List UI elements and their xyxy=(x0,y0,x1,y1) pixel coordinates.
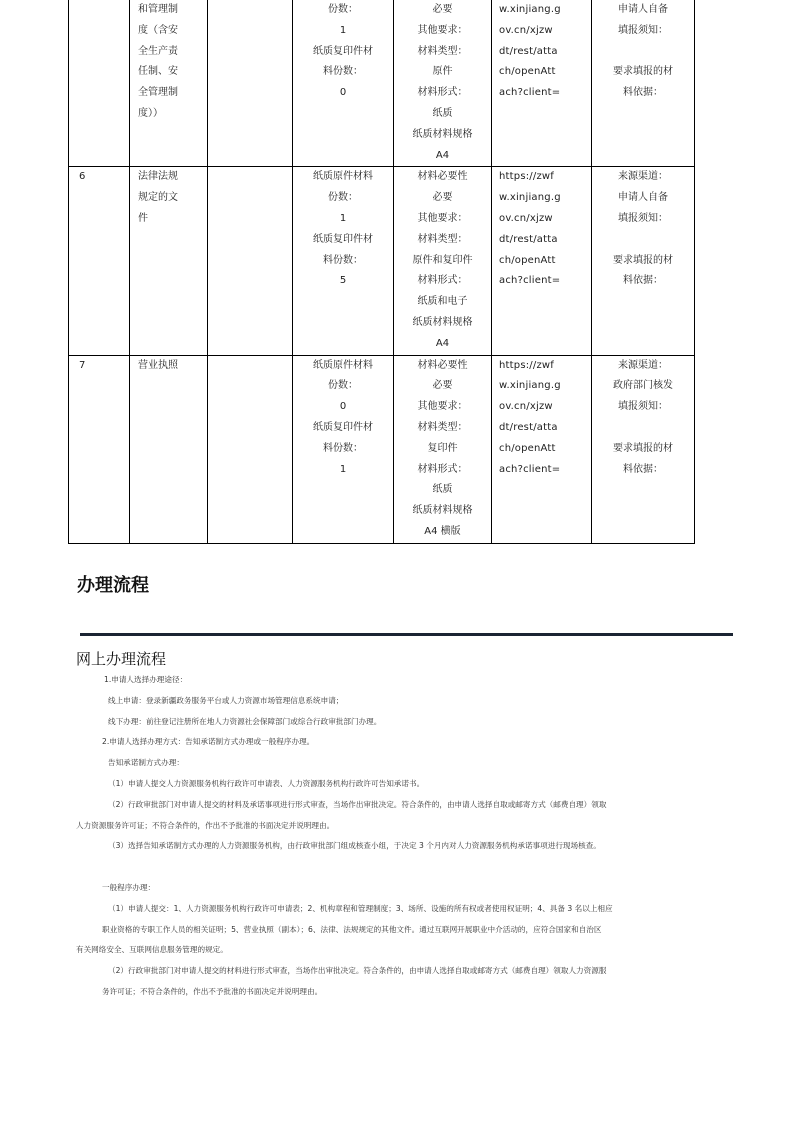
material-requirements-line: A4 横版 xyxy=(424,525,461,537)
material-requirements-cell xyxy=(394,0,492,167)
process-line: 职业资格的专职工作人员的相关证明；5、营业执照（副本）；6、法律、法规规定的其他文件。通过互联网开展职业中介活动的，应符合国家和自治区 xyxy=(102,924,602,934)
material-link-line: ov.cn/xjzw xyxy=(499,212,553,224)
material-link-line: https://zwf xyxy=(499,359,554,371)
material-link-line: dt/rest/atta xyxy=(499,233,558,245)
material-requirements-line: 纸质 xyxy=(432,484,453,496)
material-requirements-cell xyxy=(394,355,492,543)
process-line: 有关网络安全、互联网信息服务管理的规定。 xyxy=(76,945,228,955)
material-link-line: ov.cn/xjzw xyxy=(499,24,553,36)
process-line: 1.申请人选择办理途径： xyxy=(104,675,188,684)
material-link-cell[interactable] xyxy=(492,0,592,167)
material-requirements-line: 材料类型： xyxy=(417,233,468,245)
material-source-line: 政府部门核发 xyxy=(613,380,673,392)
material-source-line: 料依据： xyxy=(623,463,663,475)
material-source-line: 来源渠道： xyxy=(618,359,668,371)
material-name-cell xyxy=(130,0,208,167)
material-source-line: 填报须知： xyxy=(618,212,668,224)
process-line: （1）申请人提交人力资源服务机构行政许可申请表、人力资源服务机构行政许可告知承诺书。 xyxy=(108,778,425,788)
material-counts-line: 纸质复印件材 xyxy=(313,421,373,433)
material-name-cell xyxy=(130,355,208,543)
material-requirements-line: 其他要求： xyxy=(417,212,468,224)
material-counts-line: 纸质复印件材 xyxy=(313,233,373,245)
table-row xyxy=(69,167,695,355)
material-link-line: dt/rest/atta xyxy=(499,45,558,57)
material-requirements-line: 原件 xyxy=(432,66,453,78)
process-line: 告知承诺制方式办理： xyxy=(108,758,184,768)
material-requirements-line: 材料类型： xyxy=(417,421,468,433)
process-line: 务许可证；不符合条件的，作出不予批准的书面决定并说明理由。 xyxy=(102,986,323,996)
material-link-line: ach?client= xyxy=(499,463,561,475)
material-requirements-line: 材料形式： xyxy=(417,463,468,475)
material-counts-line: 料份数： xyxy=(323,66,363,78)
material-counts-cell xyxy=(293,355,394,543)
material-name-line: 规定的文 xyxy=(138,192,178,204)
material-link-line: ach?client= xyxy=(499,275,561,287)
material-name-line: 法律法规 xyxy=(138,171,178,183)
material-link-line: ov.cn/xjzw xyxy=(499,401,553,413)
material-source-line xyxy=(592,230,694,251)
material-requirements-line: 纸质 xyxy=(432,107,453,119)
material-link-cell[interactable] xyxy=(492,167,592,355)
material-requirements-cell xyxy=(394,167,492,355)
material-counts-line: 1 xyxy=(339,212,347,224)
material-source-line: 要求填报的材 xyxy=(613,442,673,454)
material-counts-line: 份数： xyxy=(328,4,358,15)
material-requirements-line: 材料类型： xyxy=(417,45,468,57)
material-name-line: 和管理制 xyxy=(138,4,178,15)
material-counts-line: 料份数： xyxy=(323,254,363,266)
material-source-line: 填报须知： xyxy=(618,401,668,413)
row-number-line: 7 xyxy=(79,359,86,371)
material-requirements-line: 材料形式： xyxy=(417,275,468,287)
row-number-cell xyxy=(69,167,130,355)
process-line: （3）选择告知承诺制方式办理的人力资源服务机构，由行政审批部门组成核查小组，于决定 3 个月内对人力资源服务机构承诺事项进行现场核查。 xyxy=(108,841,601,851)
material-source-cell xyxy=(592,0,695,167)
online-process-heading: 网上办理流程 xyxy=(76,650,167,668)
material-name-line: 全生产责 xyxy=(138,45,178,57)
row-number-line xyxy=(69,0,129,21)
material-requirements-line: A4 xyxy=(435,149,450,161)
material-counts-cell xyxy=(293,167,394,355)
process-line: 一般程序办理： xyxy=(102,882,156,892)
material-requirements-line: 原件和复印件 xyxy=(412,254,473,266)
material-source-line: 要求填报的材 xyxy=(613,254,673,266)
process-line: （2）行政审批部门对申请人提交的材料及承诺事项进行形式审查，当场作出审批决定。符合条件的，由申请人选择自取或邮寄方式（邮费自理）领取 xyxy=(108,799,607,809)
process-body xyxy=(76,670,686,1003)
material-counts-line: 5 xyxy=(339,275,347,287)
material-requirements-line: 必要 xyxy=(432,380,453,392)
material-name-line: 全管理制 xyxy=(138,87,178,99)
process-line: （1）申请人提交：1、人力资源服务机构行政许可申请表；2、机构章程和管理制度；3、场所、设施的所有权或者使用权证明；4、具备 3 名以上相应 xyxy=(108,903,613,913)
material-name-line: 营业执照 xyxy=(138,359,178,371)
material-link-line: dt/rest/atta xyxy=(499,421,558,433)
material-requirements-line: 纸质材料规格 xyxy=(412,128,473,140)
material-name-line: 任制、安 xyxy=(138,66,178,78)
row-number-cell xyxy=(69,355,130,543)
material-source-cell xyxy=(592,167,695,355)
material-requirements-line: A4 xyxy=(435,337,450,349)
material-requirements-line: 其他要求： xyxy=(417,401,468,413)
material-counts-cell xyxy=(293,0,394,167)
process-line xyxy=(76,857,686,878)
material-requirements-line: 材料必要性 xyxy=(417,359,468,371)
material-requirements-line: 材料必要性 xyxy=(417,171,468,183)
material-source-line: 要求填报的材 xyxy=(613,66,673,78)
material-requirements-line: 纸质材料规格 xyxy=(412,505,473,517)
material-source-line: 来源渠道： xyxy=(618,171,668,183)
material-name-line: 度）） xyxy=(138,107,163,119)
process-line: 线上申请：登录新疆政务服务平台或人力资源市场管理信息系统申请； xyxy=(108,695,344,705)
section-divider xyxy=(80,633,733,636)
material-source-line: 填报须知： xyxy=(618,24,668,36)
process-line: （2）行政审批部门对申请人提交的材料进行形式审查，当场作出审批决定。符合条件的，由申请人选择自取或邮寄方式（邮费自理）领取人力资源服 xyxy=(108,966,607,976)
materials-table xyxy=(68,0,695,544)
material-counts-line: 1 xyxy=(339,24,347,36)
material-requirements-line: 必要 xyxy=(432,4,453,15)
process-line: 2.申请人选择办理方式：告知承诺制方式办理或一般程序办理。 xyxy=(102,737,315,747)
material-requirements-line: 纸质和电子 xyxy=(417,296,468,308)
material-requirements-line: 材料形式： xyxy=(417,87,468,99)
material-counts-line: 1 xyxy=(339,463,347,475)
process-line: 线下办理：前往登记注册所在地人力资源社会保障部门或综合行政审批部门办理。 xyxy=(108,716,382,726)
material-requirements-line: 其他要求： xyxy=(417,24,468,36)
row-number-cell xyxy=(69,0,130,167)
table-row xyxy=(69,355,695,543)
row-number-line: 6 xyxy=(79,171,86,183)
material-name-cell xyxy=(130,167,208,355)
process-line: 人力资源服务许可证；不符合条件的，作出不予批准的书面决定并说明理由。 xyxy=(76,820,335,830)
material-source-line: 申请人自备 xyxy=(618,192,668,204)
material-blank-cell xyxy=(208,167,293,355)
material-link-line: w.xinjiang.g xyxy=(499,380,561,392)
material-counts-line: 纸质原件材料 xyxy=(313,171,373,183)
material-requirements-line: 纸质材料规格 xyxy=(412,316,473,328)
table-row xyxy=(69,0,695,167)
material-source-line: 料依据： xyxy=(623,87,663,99)
material-source-line: 料依据： xyxy=(623,275,663,287)
material-name-line: 度（含安 xyxy=(138,24,178,36)
material-source-line xyxy=(592,418,694,439)
material-link-cell[interactable] xyxy=(492,355,592,543)
material-link-line: w.xinjiang.g xyxy=(499,192,561,204)
material-name-line: 件 xyxy=(138,212,148,224)
material-counts-line: 0 xyxy=(339,87,347,99)
material-link-line: ch/openAtt xyxy=(499,442,556,454)
material-counts-line: 份数： xyxy=(328,380,358,392)
material-blank-cell xyxy=(208,0,293,167)
material-blank-cell xyxy=(208,355,293,543)
material-link-line: w.xinjiang.g xyxy=(499,4,561,15)
material-link-line: ach?client= xyxy=(499,87,561,99)
material-source-cell xyxy=(592,355,695,543)
material-counts-line: 0 xyxy=(339,401,347,413)
material-requirements-line: 复印件 xyxy=(427,442,458,454)
material-link-line: ch/openAtt xyxy=(499,254,556,266)
section-heading: 办理流程 xyxy=(77,575,149,596)
material-counts-line: 份数： xyxy=(328,192,358,204)
material-requirements-line: 必要 xyxy=(432,192,453,204)
material-source-line xyxy=(592,42,694,63)
material-link-line: ch/openAtt xyxy=(499,66,556,78)
material-source-line: 申请人自备 xyxy=(618,4,668,15)
material-counts-line: 纸质复印件材 xyxy=(313,45,373,57)
material-link-line: https://zwf xyxy=(499,171,554,183)
material-counts-line: 纸质原件材料 xyxy=(313,359,373,371)
material-counts-line: 料份数： xyxy=(323,442,363,454)
